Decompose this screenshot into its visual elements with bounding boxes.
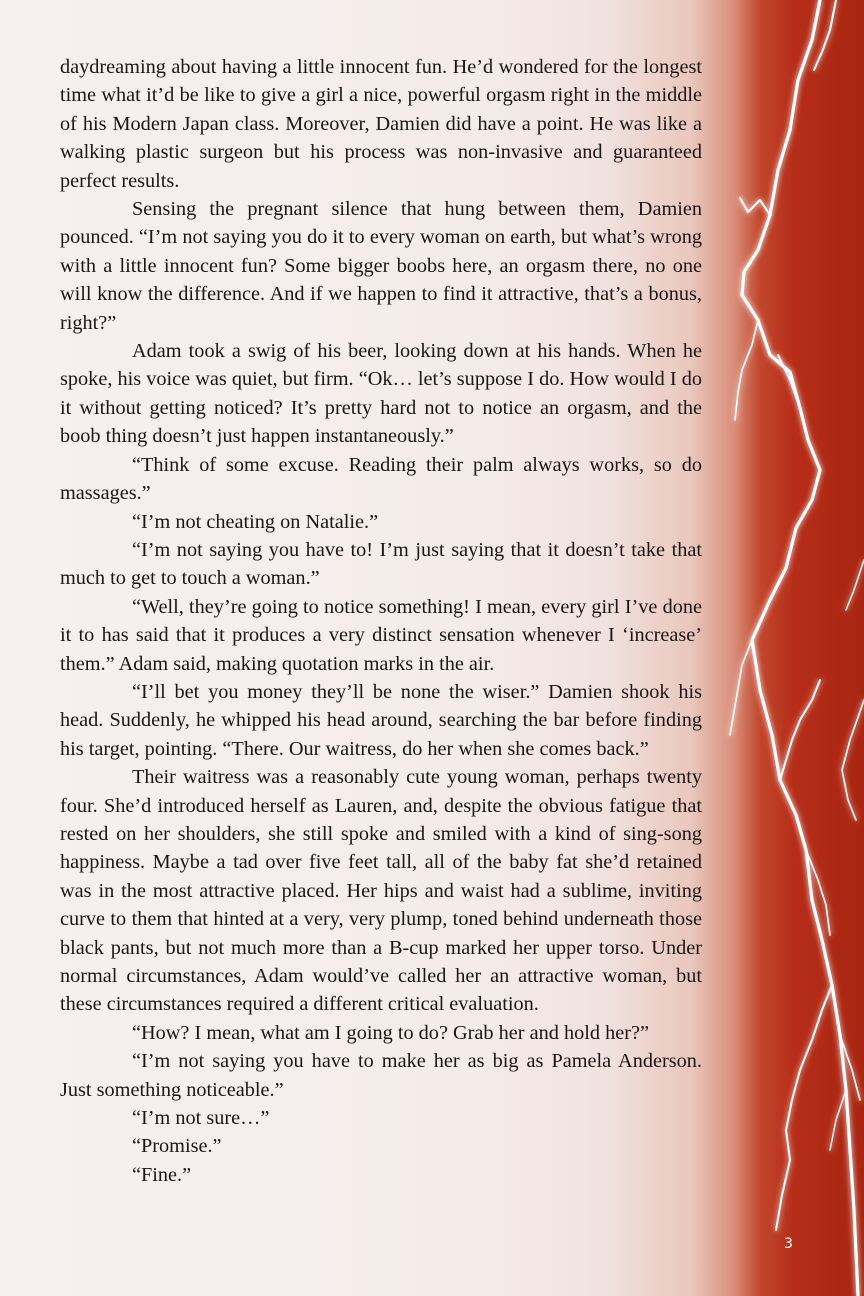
- paragraph: “I’m not saying you have to make her as big as Pamela Anderson. Just something noticeable.”: [60, 1050, 702, 1101]
- paragraph: “Fine.”: [132, 1163, 192, 1186]
- paragraph: “I’ll bet you money they’ll be none the wiser.” Damien shook his head. Suddenly, he whipped his head around, searching the bar before finding his target, pointing. “There. Our waitress, do her when she comes back.”: [60, 680, 702, 760]
- story-text: [60, 53, 702, 1189]
- paragraph: “How? I mean, what am I going to do? Grab her and hold her?”: [132, 1021, 649, 1044]
- paragraph: “Well, they’re going to notice something! I mean, every girl I’ve done it to has said that it produces a very distinct sensation whenever I ‘increase’ them.” Adam said, making quotation marks in the air.: [60, 595, 702, 675]
- paragraph: “I’m not cheating on Natalie.”: [132, 510, 379, 533]
- paragraph: daydreaming about having a little innocent fun. He’d wondered for the longest time what it’d be like to give a girl a nice, powerful orgasm right in the middle of his Modern Japan class. Moreover, Damien did have a point. He was like a walking plastic surgeon but his process was non-invasive and guaranteed perfect results.: [60, 56, 702, 192]
- page-number: 3: [784, 1236, 793, 1252]
- paragraph: Sensing the pregnant silence that hung between them, Damien pounced. “I’m not saying you do it to every woman on earth, but what’s wrong with a little innocent fun? Some bigger boobs here, an orgasm there, no one will know the difference. And if we happen to find it attractive, that’s a bonus, right?”: [60, 198, 702, 334]
- paragraph: Adam took a swig of his beer, looking down at his hands. When he spoke, his voice was quiet, but firm. “Ok… let’s suppose I do. How would I do it without getting noticed? It’s pretty hard not to notice an orgasm, and the boob thing doesn’t just happen instantaneously.”: [60, 340, 702, 448]
- paragraph: “I’m not sure…”: [132, 1107, 270, 1130]
- paragraph: “I’m not saying you have to! I’m just saying that it doesn’t take that much to get to touch a woman.”: [60, 538, 702, 590]
- paragraph: Their waitress was a reasonably cute young woman, perhaps twenty four. She’d introduced herself as Lauren, and, despite the obvious fatigue that rested on her shoulders, she still spoke and smiled with a kind of sing-song happiness. Maybe a tad over five feet tall, all of the baby fat she’d retained was in the most attractive placed. Her hips and waist had a sublime, inviting curve to them that hinted at a very, very plump, toned behind underneath those black pants, but not much more than a B-cup marked her upper torso. Under normal circumstances, Adam would’ve called her an attractive woman, but these circumstances required a different critical evaluation.: [60, 766, 702, 1016]
- paragraph: “Promise.”: [132, 1135, 222, 1158]
- paragraph: “Think of some excuse. Reading their palm always works, so do massages.”: [60, 453, 702, 505]
